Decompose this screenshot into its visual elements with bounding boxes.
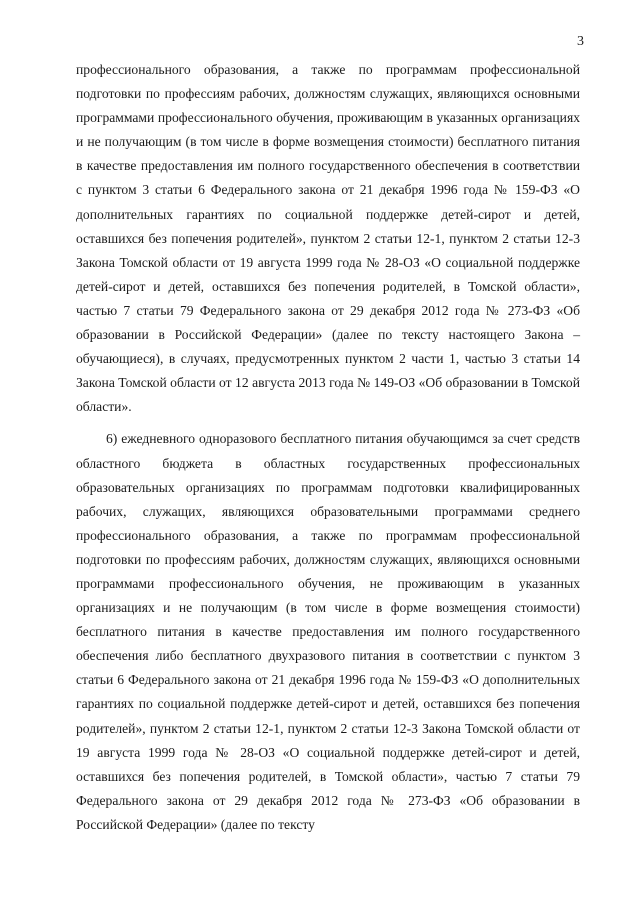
- page-number: 3: [577, 34, 584, 49]
- paragraph-continuation: профессионального образования, а также по программам профессиональной подготовки по профессиям рабочих, должностям служащих, являющихся основными программами профессионального обучения, проживающим в указанных организациях и не получающим (в том числе в форме возмещения стоимости) бесплатного питания в качестве предоставления им полного государственного обеспечения в соответствии с пунктом 3 статьи 6 Федерального закона от 21 декабря 1996 года № 159-ФЗ «О дополнительных гарантиях по социальной поддержке детей-сирот и детей, оставшихся без попечения родителей», пунктом 2 статьи 12-1, пунктом 2 статьи 12-3 Закона Томской области от 19 августа 1999 года № 28-ОЗ «О социальной поддержке детей-сирот и детей, оставшихся без попечения родителей, в Томской области», частью 7 статьи 79 Федерального закона от 29 декабря 2012 года № 273-ФЗ «Об образовании в Российской Федерации» (далее по тексту настоящего Закона – обучающиеся), в случаях, предусмотренных пунктом 2 части 1, частью 3 статьи 14 Закона Томской области от 12 августа 2013 года № 149-ОЗ «Об образовании в Томской области».: [76, 62, 580, 415]
- document-body: [76, 58, 580, 845]
- paragraph-item-6: 6) ежедневного одноразового бесплатного питания обучающимся за счет средств областного бюджета в областных государственных профессиональных образовательных организациях по программам подготовки квалифицированных рабочих, служащих, являющихся образовательными программами среднего профессионального образования, а также по программам профессиональной подготовки по профессиям рабочих, должностям служащих, являющихся основными программами профессионального обучения, не проживающим в указанных организациях и не получающим (в том числе в форме возмещения стоимости) бесплатного питания в качестве предоставления им полного государственного обеспечения либо бесплатного двухразового питания в соответствии с пунктом 3 статьи 6 Федерального закона от 21 декабря 1996 года № 159-ФЗ «О дополнительных гарантиях по социальной поддержке детей-сирот и детей, оставшихся без попечения родителей», пунктом 2 статьи 12-1, пунктом 2 статьи 12-3 Закона Томской области от 19 августа 1999 года № 28-ОЗ «О социальной поддержке детей-сирот и детей, оставшихся без попечения родителей, в Томской области», частью 7 статьи 79 Федерального закона от 29 декабря 2012 года № 273-ФЗ «Об образовании в Российской Федерации» (далее по тексту: [76, 431, 580, 832]
